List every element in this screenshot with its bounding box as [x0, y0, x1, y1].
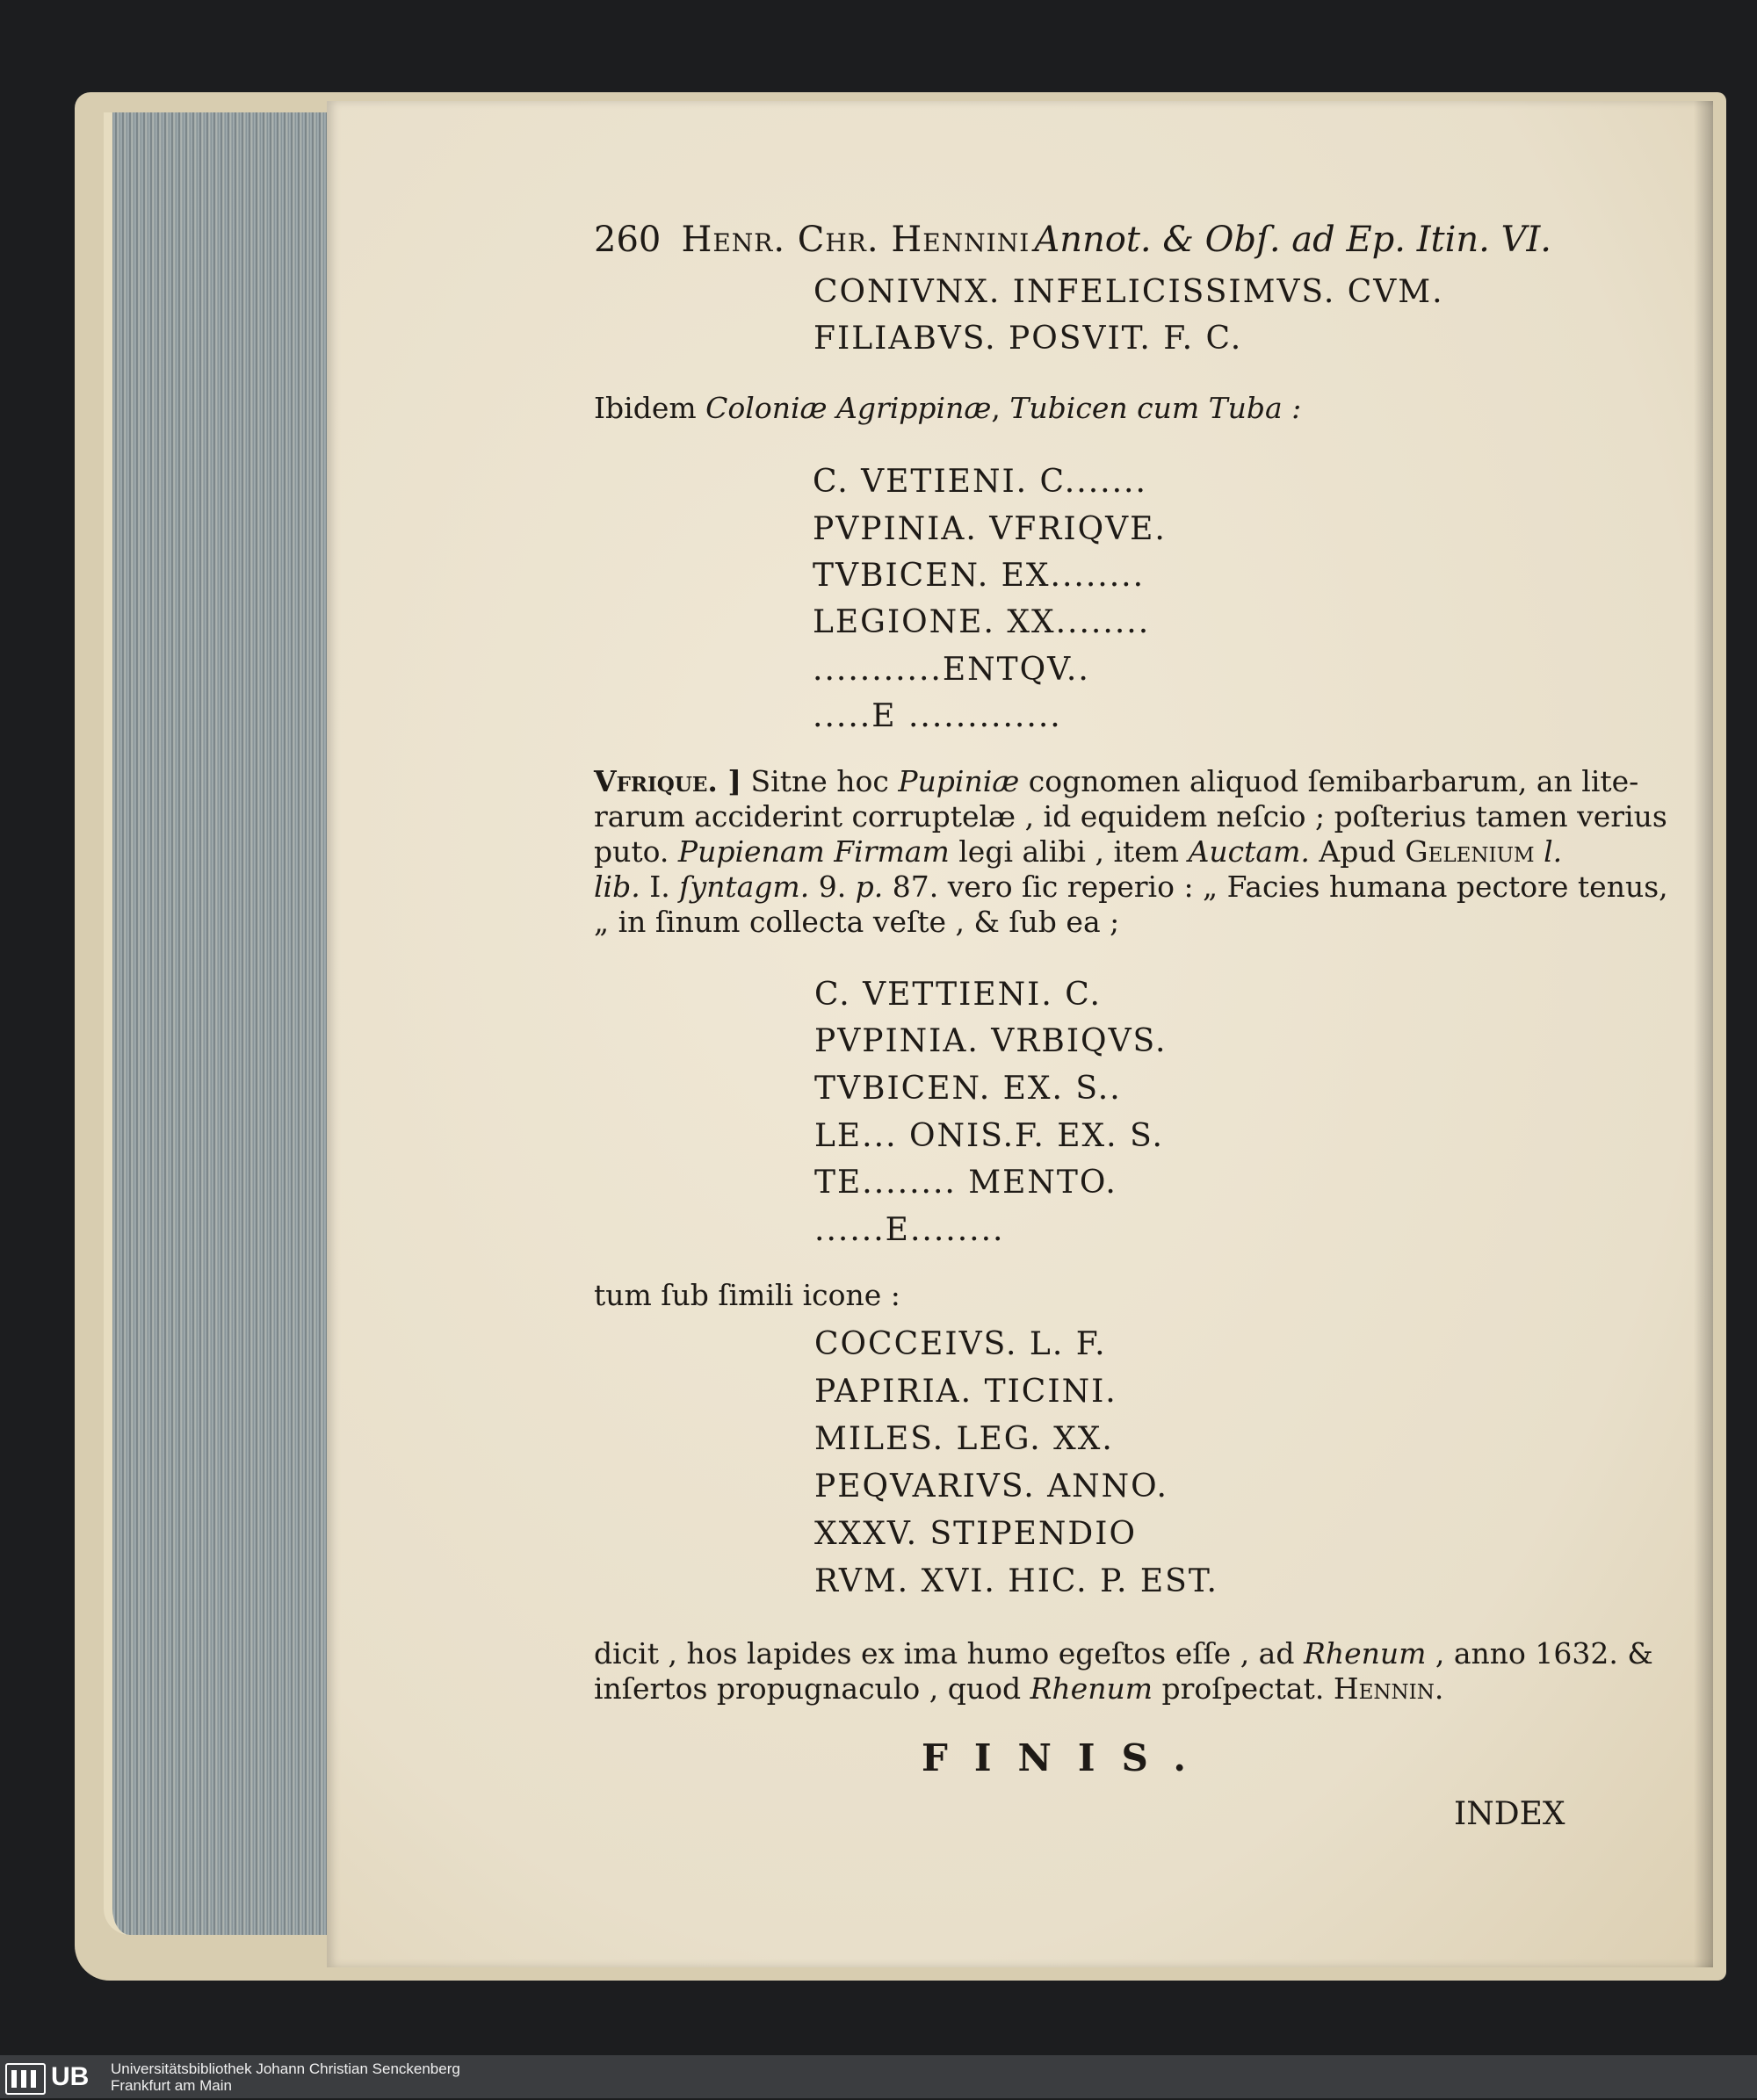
- closing-place: Rhenum: [1030, 1671, 1153, 1706]
- closing-text: inſertos propugnaculo , quod: [594, 1671, 1030, 1706]
- closing-author: Hennin.: [1333, 1671, 1444, 1706]
- commentary-italic: lib.: [594, 870, 640, 904]
- commentary-text: rarum acciderint corruptelæ , id equidem neſcio ; poſterius tamen verius: [594, 799, 1667, 834]
- commentary-line: [594, 764, 1757, 798]
- running-head-title: Annot. & Obſ. ad Ep. Itin. VI.: [1034, 220, 1551, 260]
- inscription-3-line: RVM. XVI. HIC. P. EST.: [814, 1563, 1218, 1599]
- running-head: [594, 220, 1551, 260]
- ub-logo[interactable]: [5, 2060, 100, 2093]
- inscription-3-line: MILES. LEG. XX.: [814, 1421, 1114, 1457]
- institution-line-2: Frankfurt am Main: [111, 2077, 232, 2094]
- inscription-1-line: ...........ENTQV..: [813, 652, 1090, 688]
- institution-name: [111, 2060, 460, 2094]
- page-number: 260: [594, 220, 662, 260]
- inscription-1-line: TVBICEN. EX........: [813, 558, 1146, 594]
- closing-text: dicit , hos lapides ex ima humo egeſtos eſſe , ad: [594, 1636, 1304, 1671]
- intro-line: [594, 391, 1301, 425]
- commentary-text: cognomen aliquod ſemibarbarum, an lite-: [1019, 764, 1639, 798]
- inscription-2-line: LE... ONIS.F. EX. S.: [814, 1118, 1164, 1154]
- intro-subject: Tubicen cum Tuba :: [1009, 391, 1302, 425]
- footer-bar: [0, 2055, 1757, 2098]
- catchword: INDEX: [1454, 1796, 1565, 1832]
- page-edges: [104, 112, 339, 1935]
- library-building-icon: [5, 2063, 46, 2095]
- commentary-text: puto.: [594, 834, 678, 869]
- commentary-italic: Pupienam Firmam: [677, 834, 950, 869]
- intro-text: Ibidem: [594, 391, 697, 425]
- commentary-smallcaps: Gelenium: [1405, 834, 1535, 869]
- commentary-italic: ſyntagm.: [679, 870, 810, 904]
- commentary-italic: p.: [855, 870, 884, 904]
- inscription-top-line: FILIABVS. POSVIT. F. C.: [813, 321, 1243, 357]
- commentary-text: „ in ſinum collecta veſte , & ſub ea ;: [594, 905, 1120, 939]
- closing-text: , anno 1632. &: [1426, 1636, 1653, 1671]
- inscription-3-line: PEQVARIVS. ANNO.: [814, 1469, 1169, 1505]
- commentary-line: [594, 799, 1667, 834]
- inscription-1-line: .....E .............: [813, 698, 1062, 734]
- closing-line: [594, 1636, 1653, 1671]
- inscription-2-line: C. VETTIENI. C.: [814, 977, 1102, 1013]
- inscription-3-line: COCCEIVS. L. F.: [814, 1326, 1107, 1362]
- closing-place: Rhenum: [1303, 1636, 1427, 1671]
- book-page: [327, 101, 1713, 1967]
- commentary-text: legi alibi , item: [949, 834, 1189, 869]
- commentary-text: [1535, 834, 1544, 869]
- inscription-1-line: PVPINIA. VFRIQVE.: [813, 511, 1167, 547]
- closing-line: [594, 1671, 1443, 1706]
- inscription-2-line: TE........ MENTO.: [814, 1165, 1117, 1201]
- inscription-1-line: C. VETIENI. C.......: [813, 464, 1147, 500]
- inscription-2-line: PVPINIA. VRBIQVS.: [814, 1023, 1168, 1059]
- inscription-2-line: ......E........: [814, 1212, 1005, 1248]
- inscription-top-line: CONIVNX. INFELICISSIMVS. CVM.: [813, 274, 1444, 310]
- commentary-text: 9.: [809, 870, 856, 904]
- commentary-line: [594, 834, 1562, 869]
- inscription-3-line: XXXV. STIPENDIO: [814, 1516, 1137, 1552]
- inscription-2-line: TVBICEN. EX. S..: [814, 1071, 1122, 1107]
- page-gutter-shadow: [1694, 101, 1713, 1967]
- intro-comma: ,: [991, 391, 1001, 425]
- commentary-italic: Pupiniæ: [898, 764, 1020, 798]
- commentary-text: Apud: [1309, 834, 1406, 869]
- intro-place: Coloniæ Agrippinæ: [705, 391, 992, 425]
- commentary-text: Sitne hoc: [750, 764, 899, 798]
- institution-line-1: Universitätsbibliothek Johann Christian Senckenberg: [111, 2060, 460, 2077]
- commentary-text: 87. vero ſic reperio : „ Facies humana pectore tenus,: [883, 870, 1668, 904]
- inscription-3-line: PAPIRIA. TICINI.: [814, 1374, 1117, 1410]
- tum-line: tum ſub ſimili icone :: [594, 1278, 900, 1312]
- closing-text: proſpectat.: [1153, 1671, 1334, 1706]
- ub-logo-text: UB: [51, 2062, 90, 2091]
- library-building-icon-svg: [7, 2065, 44, 2093]
- commentary-line: [594, 870, 1668, 904]
- commentary-italic: l.: [1544, 834, 1563, 869]
- running-head-author: Henr. Chr. Hennini: [681, 220, 1030, 260]
- commentary-italic: Auctam.: [1188, 834, 1310, 869]
- commentary-line: [594, 905, 1119, 939]
- commentary-text: I.: [640, 870, 680, 904]
- finis: FINIS.: [922, 1736, 1212, 1779]
- inscription-1-line: LEGIONE. XX........: [813, 604, 1151, 640]
- commentary-lemma: Vfrique. ]: [594, 764, 742, 798]
